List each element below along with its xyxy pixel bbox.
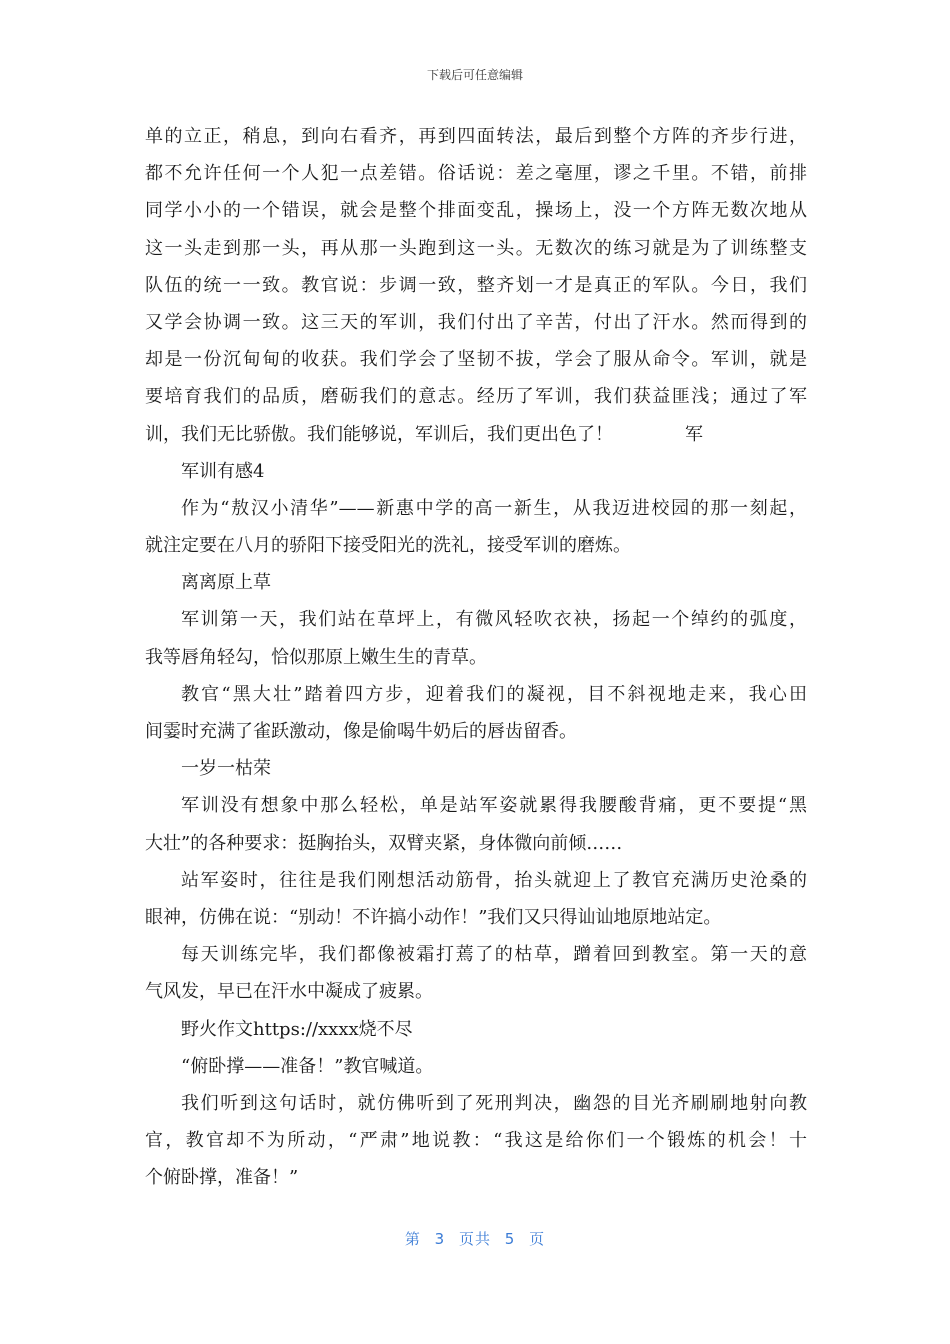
text-line [145, 825, 807, 862]
text-line-content: 间霎时充满了雀跃激动，像是偷喝牛奶后的唇齿留香。 [145, 721, 577, 742]
document-body [145, 118, 807, 1196]
text-line [145, 453, 807, 490]
text-line [145, 862, 807, 899]
page-header [0, 66, 950, 83]
text-line [145, 936, 807, 973]
text-line [145, 1122, 807, 1159]
text-line [145, 304, 807, 341]
text-line-content: 训，我们无比骄傲。我们能够说，军训后，我们更出色了！ [145, 423, 613, 445]
text-line [145, 341, 807, 378]
text-line [145, 118, 807, 155]
text-line-content: 又学会协调一致。这三天的军训，我们付出了辛苦，付出了汗水。然而得到的 [145, 311, 807, 333]
text-line [145, 750, 807, 787]
text-line [145, 564, 807, 601]
text-line [145, 267, 807, 304]
text-line-content: 官，教官却不为所动，“严肃”地说教：“我这是给你们一个锻炼的机会！十 [145, 1130, 807, 1152]
text-line [145, 378, 807, 415]
text-line-content: 一岁一枯荣 [181, 758, 271, 780]
text-line [145, 1011, 807, 1048]
text-line-content: 队伍的统一一致。教官说：步调一致，整齐划一才是真正的军队。今日，我们 [145, 274, 807, 296]
text-line [145, 676, 807, 713]
text-line [145, 973, 807, 1010]
text-line [145, 713, 807, 750]
text-line-content: 个俯卧撑，准备！” [145, 1167, 299, 1189]
text-line [145, 416, 807, 453]
text-line [145, 787, 807, 824]
text-line-content: 军训没有想象中那么轻松，单是站军姿就累得我腰酸背痛，更不要提“黑 [181, 795, 807, 817]
text-line [145, 1159, 807, 1196]
text-line-content: 我们听到这句话时，就仿佛听到了死刑判决，幽怨的目光齐刷刷地射向教 [181, 1092, 807, 1114]
text-line [145, 490, 807, 527]
text-line-content: 气风发，早已在汗水中凝成了疲累。 [145, 981, 433, 1003]
text-line-content: 军训有感4 [181, 460, 265, 482]
text-line-content: “俯卧撑——准备！”教官喊道。 [181, 1055, 434, 1077]
text-line-content: 这一头走到那一头，再从那一头跑到这一头。无数次的练习就是为了训练整支 [145, 237, 807, 259]
text-line-content: 单的立正，稍息，到向右看齐，再到四面转法，最后到整个方阵的齐步行进， [145, 126, 807, 147]
text-line-content: 站军姿时，往往是我们刚想活动筋骨，抬头就迎上了教官充满历史沧桑的 [181, 869, 807, 891]
text-line [145, 192, 807, 229]
text-line-content: 野火作文https://xxxx烧不尽 [181, 1018, 413, 1040]
text-line-content: 每天训练完毕，我们都像被霜打蔫了的枯草，蹭着回到教室。第一天的意 [181, 944, 807, 966]
text-line-content: 都不允许任何一个人犯一点差错。俗话说：差之毫厘，谬之千里。不错，前排 [145, 163, 807, 185]
footer-current-page: 3 [434, 1230, 446, 1248]
text-line-content: 离离原上草 [181, 572, 271, 594]
text-line-content: 却是一份沉甸甸的收获。我们学会了坚韧不拔，学会了服从命令。军训，就是 [145, 349, 807, 371]
header-text: 下载后可任意编辑 [426, 68, 523, 82]
text-line [145, 1048, 807, 1085]
text-line-content: 军训第一天，我们站在草坪上，有微风轻吹衣袂，扬起一个绰约的弧度， [181, 609, 807, 631]
text-line [145, 527, 807, 564]
text-line-content: 眼神，仿佛在说：“别动！不许搞小动作！”我们又只得讪讪地原地站定。 [145, 906, 722, 928]
text-line-content: 同学小小的一个错误，就会是整个排面变乱，操场上，没一个方阵无数次地从 [145, 200, 807, 222]
text-line [145, 155, 807, 192]
text-line [145, 639, 807, 676]
text-line-content: 教官“黑大壮”踏着四方步，迎着我们的凝视，目不斜视地走来，我心田 [181, 683, 807, 705]
footer-label-end: 页 [529, 1230, 546, 1248]
page-footer [0, 1228, 950, 1249]
text-line-content: 就注定要在八月的骄阳下接受阳光的洗礼，接受军训的磨炼。 [145, 535, 631, 557]
footer-total-pages: 5 [504, 1230, 516, 1248]
text-line [145, 1085, 807, 1122]
footer-label-page: 第 [404, 1230, 421, 1248]
text-line-content: 我等唇角轻勾，恰似那原上嫩生生的青草。 [145, 646, 487, 668]
text-line [145, 230, 807, 267]
text-line-tail: 军 [685, 423, 703, 445]
text-line-content: 要培育我们的品质，磨砺我们的意志。经历了军训，我们获益匪浅；通过了军 [145, 386, 807, 408]
text-line [145, 899, 807, 936]
footer-label-of: 页共 [458, 1230, 491, 1248]
text-line-content: 大壮”的各种要求：挺胸抬头，双臂夹紧，身体微向前倾…… [145, 832, 623, 854]
text-line-content: 作为“敖汉小清华”——新惠中学的高一新生，从我迈进校园的那一刻起， [181, 497, 807, 519]
text-line [145, 601, 807, 638]
